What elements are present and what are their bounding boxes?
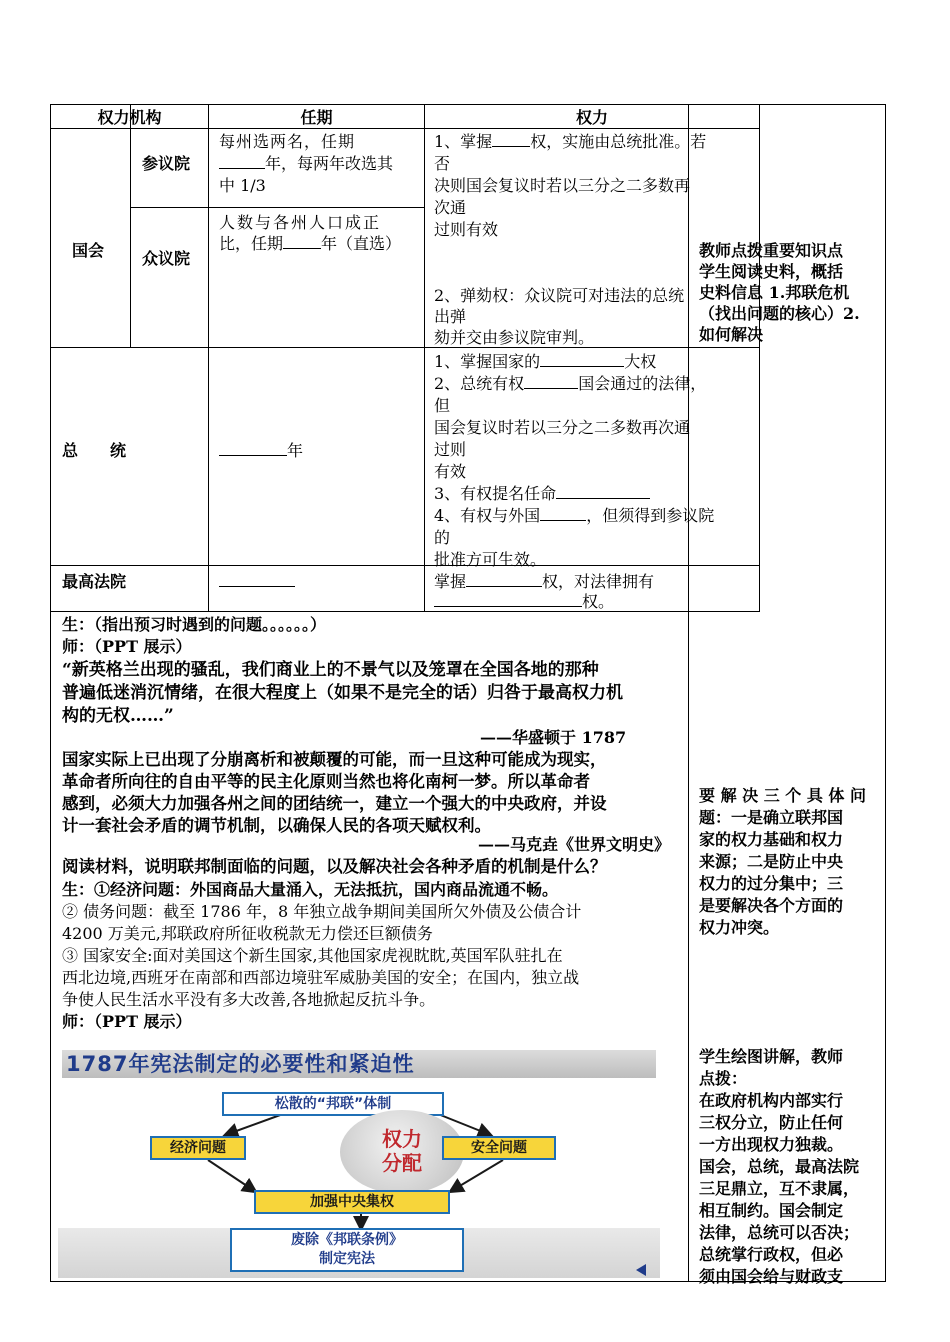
president-power-4: 国会复议时若以三分之二多数再次通 — [434, 418, 691, 437]
question: 阅读材料，说明联邦制面临的问题，以及解决社会各种矛盾的机制是什么？ — [62, 857, 607, 876]
answer-line: 生：①经济问题：外国商品大量涌入，无法抵抗，国内商品流通不畅。 — [62, 880, 559, 899]
senate-power-5: 过则有效 — [434, 220, 499, 239]
student-prompt: 生：（指出预习时遇到的问题。。。。。。） — [62, 615, 327, 634]
blank-field — [434, 592, 582, 607]
president-power-8: 4、有权与外国 ，但须得到参议院 — [434, 506, 715, 525]
teacher-ppt-1: 师：（PPT 展示） — [62, 637, 192, 656]
note-line: 法律，总统可以否决； — [699, 1223, 860, 1242]
constitution-diagram — [58, 1048, 660, 1278]
note-line: 须由国会给与财政支 — [699, 1267, 844, 1286]
economy-issue-box: 经济问题 — [150, 1136, 246, 1160]
security-issue-box: 安全问题 — [442, 1136, 556, 1160]
senate-power-1: 1、掌握 权，实施由总统批准。若 — [434, 132, 707, 151]
passage-source: ——马克垚《世界文明史》 — [478, 835, 671, 854]
passage-line: 感到，必须大力加强各州之间的团结统一，建立一个强大的中央政府，并设 — [62, 794, 607, 813]
note-line: 权力的过分集中；三 — [699, 874, 844, 893]
blank-field — [466, 572, 542, 587]
note-line: 题：一是确立联邦国 — [699, 808, 844, 827]
house-term-line1: 人数与各州人口成正 — [219, 213, 382, 232]
president-power-10: 批准方可生效。 — [434, 550, 547, 569]
president-power-3: 但 — [434, 396, 451, 415]
quote-line: 构的无权……” — [62, 706, 174, 726]
president-power-1: 1、掌握国家的 大权 — [434, 352, 657, 371]
quote-source: ——华盛顿于 1787 — [480, 728, 627, 747]
note-line: 来源；二是防止中央 — [699, 852, 844, 871]
note-line: （找出问题的核心）2. — [699, 304, 860, 323]
teacher-ppt-2: 师：（PPT 展示） — [62, 1012, 192, 1031]
arrow-to-economy — [228, 1114, 283, 1134]
note-line: 史料信息 1.邦联危机 — [699, 283, 850, 302]
note-line: 学生绘图讲解，教师 — [699, 1047, 844, 1066]
note-line: 一方出现权力独裁。 — [699, 1135, 844, 1154]
note-line: 要 解 决 三 个 具 体 问 — [699, 786, 866, 805]
circle-line: 权力 — [382, 1127, 422, 1151]
constitution-line: 制定宪法 — [319, 1251, 375, 1267]
note-line: 三权分立，防止任何 — [699, 1113, 844, 1132]
passage-line: 国家实际上已出现了分崩离析和被颠覆的可能，而一旦这种可能成为现实， — [62, 750, 607, 769]
note-line: 总统掌行政权，但必 — [699, 1245, 844, 1264]
court-power-2: 权。 — [434, 591, 614, 612]
senate-power-4: 次通 — [434, 198, 467, 217]
passage-line: 计一套社会矛盾的调节机制，以确保人民的各项天赋权利。 — [62, 816, 491, 835]
house-power-2: 出弹 — [434, 307, 467, 326]
answer-line: ③ 国家安全:面对美国这个新生国家,其他国家虎视眈眈,英国军队驻扎在 — [62, 946, 563, 965]
constitution-line: 废除《邦联条例》 — [291, 1232, 403, 1248]
court-label: 最高法院 — [62, 572, 127, 591]
blank-field — [492, 132, 530, 147]
court-power-1: 掌握 权，对法律拥有 — [434, 572, 655, 591]
president-power-5: 过则 — [434, 440, 467, 459]
blank-field — [219, 441, 287, 456]
passage-line: 革命者所向往的自由平等的民主化原则当然也将化南柯一梦。所以革命者 — [62, 772, 590, 791]
blank-field — [524, 374, 578, 389]
answer-line: 争使人民生活水平没有多大改善,各地掀起反抗斗争。 — [62, 990, 436, 1009]
house-term-line2: 比，任期 年（直选） — [219, 234, 402, 253]
arrow-from-economy — [208, 1160, 253, 1190]
loose-confederation-box: 松散的“邦联”体制 — [222, 1092, 444, 1116]
quote-line: 普遍低迷消沉情绪，在很大程度上（如果不是完全的话）归咎于最高权力机 — [62, 683, 623, 703]
note-line: 点拨： — [699, 1069, 748, 1088]
circle-line: 分配 — [382, 1151, 422, 1175]
house-power-1: 2、弹劾权：众议院可对违法的总统 — [434, 286, 685, 305]
note-line: 在政府机构内部实行 — [699, 1091, 844, 1110]
note-line: 教师点拨重要知识点 — [699, 241, 844, 260]
answer-line: 4200 万美元,邦联政府所征收税款无力偿还巨额债务 — [62, 924, 433, 943]
note-line: 如何解决 — [699, 325, 764, 344]
senate-label: 参议院 — [142, 154, 191, 173]
note-line: 权力冲突。 — [699, 918, 780, 937]
blank-field — [540, 352, 624, 367]
court-term — [219, 571, 295, 592]
blank-field — [283, 234, 321, 249]
senate-power-2: 否 — [434, 154, 451, 173]
header-power-body: 权力机构 — [97, 108, 162, 127]
constitution-box — [230, 1228, 464, 1272]
note-line: 国会，总统，最高法院 — [699, 1157, 860, 1176]
centralization-box: 加强中央集权 — [254, 1190, 450, 1214]
slide-prev-icon — [636, 1264, 646, 1276]
president-label: 总 统 — [62, 441, 127, 460]
diagram-title: 1787年宪法制定的必要性和紧迫性 — [62, 1050, 656, 1078]
house-label: 众议院 — [142, 249, 191, 268]
president-power-6: 有效 — [434, 462, 467, 481]
blank-field — [219, 154, 265, 169]
note-line: 相互制约。国会制定 — [699, 1201, 844, 1220]
quote-line: “新英格兰出现的骚乱，我们商业上的不景气以及笼罩在全国各地的那种 — [62, 660, 599, 680]
answer-line: ② 债务问题：截至 1786 年，8 年独立战争期间美国所欠外债及公债合计 — [62, 902, 582, 921]
blank-field — [540, 506, 586, 521]
president-power-2: 2、总统有权 国会通过的法律， — [434, 374, 707, 393]
senate-term-line1: 每州选两名，任期 — [219, 132, 356, 151]
answer-line: 西北边境,西班牙在南部和西部边境驻军威胁美国的安全；在国内，独立战 — [62, 968, 580, 987]
header-powers: 权力 — [575, 108, 608, 127]
note-line: 三足鼎立，互不隶属， — [699, 1179, 860, 1198]
header-term: 任期 — [300, 108, 333, 127]
congress-label: 国会 — [72, 241, 105, 260]
note-line: 是要解决各个方面的 — [699, 896, 844, 915]
senate-term-line3: 中 1/3 — [219, 176, 266, 195]
president-power-7: 3、有权提名任命 — [434, 483, 650, 504]
president-power-9: 的 — [434, 528, 451, 547]
house-power-3: 劾并交由参议院审判。 — [434, 328, 595, 347]
blank-field — [556, 484, 650, 499]
senate-term-line2: 年，每两年改选其 — [219, 153, 393, 174]
president-term: 年 — [219, 440, 303, 461]
senate-power-3: 决则国会复议时若以三分之二多数再 — [434, 176, 691, 195]
blank-field — [219, 572, 295, 587]
note-line: 家的权力基础和权力 — [699, 830, 844, 849]
note-line: 学生阅读史料，概括 — [699, 262, 844, 281]
